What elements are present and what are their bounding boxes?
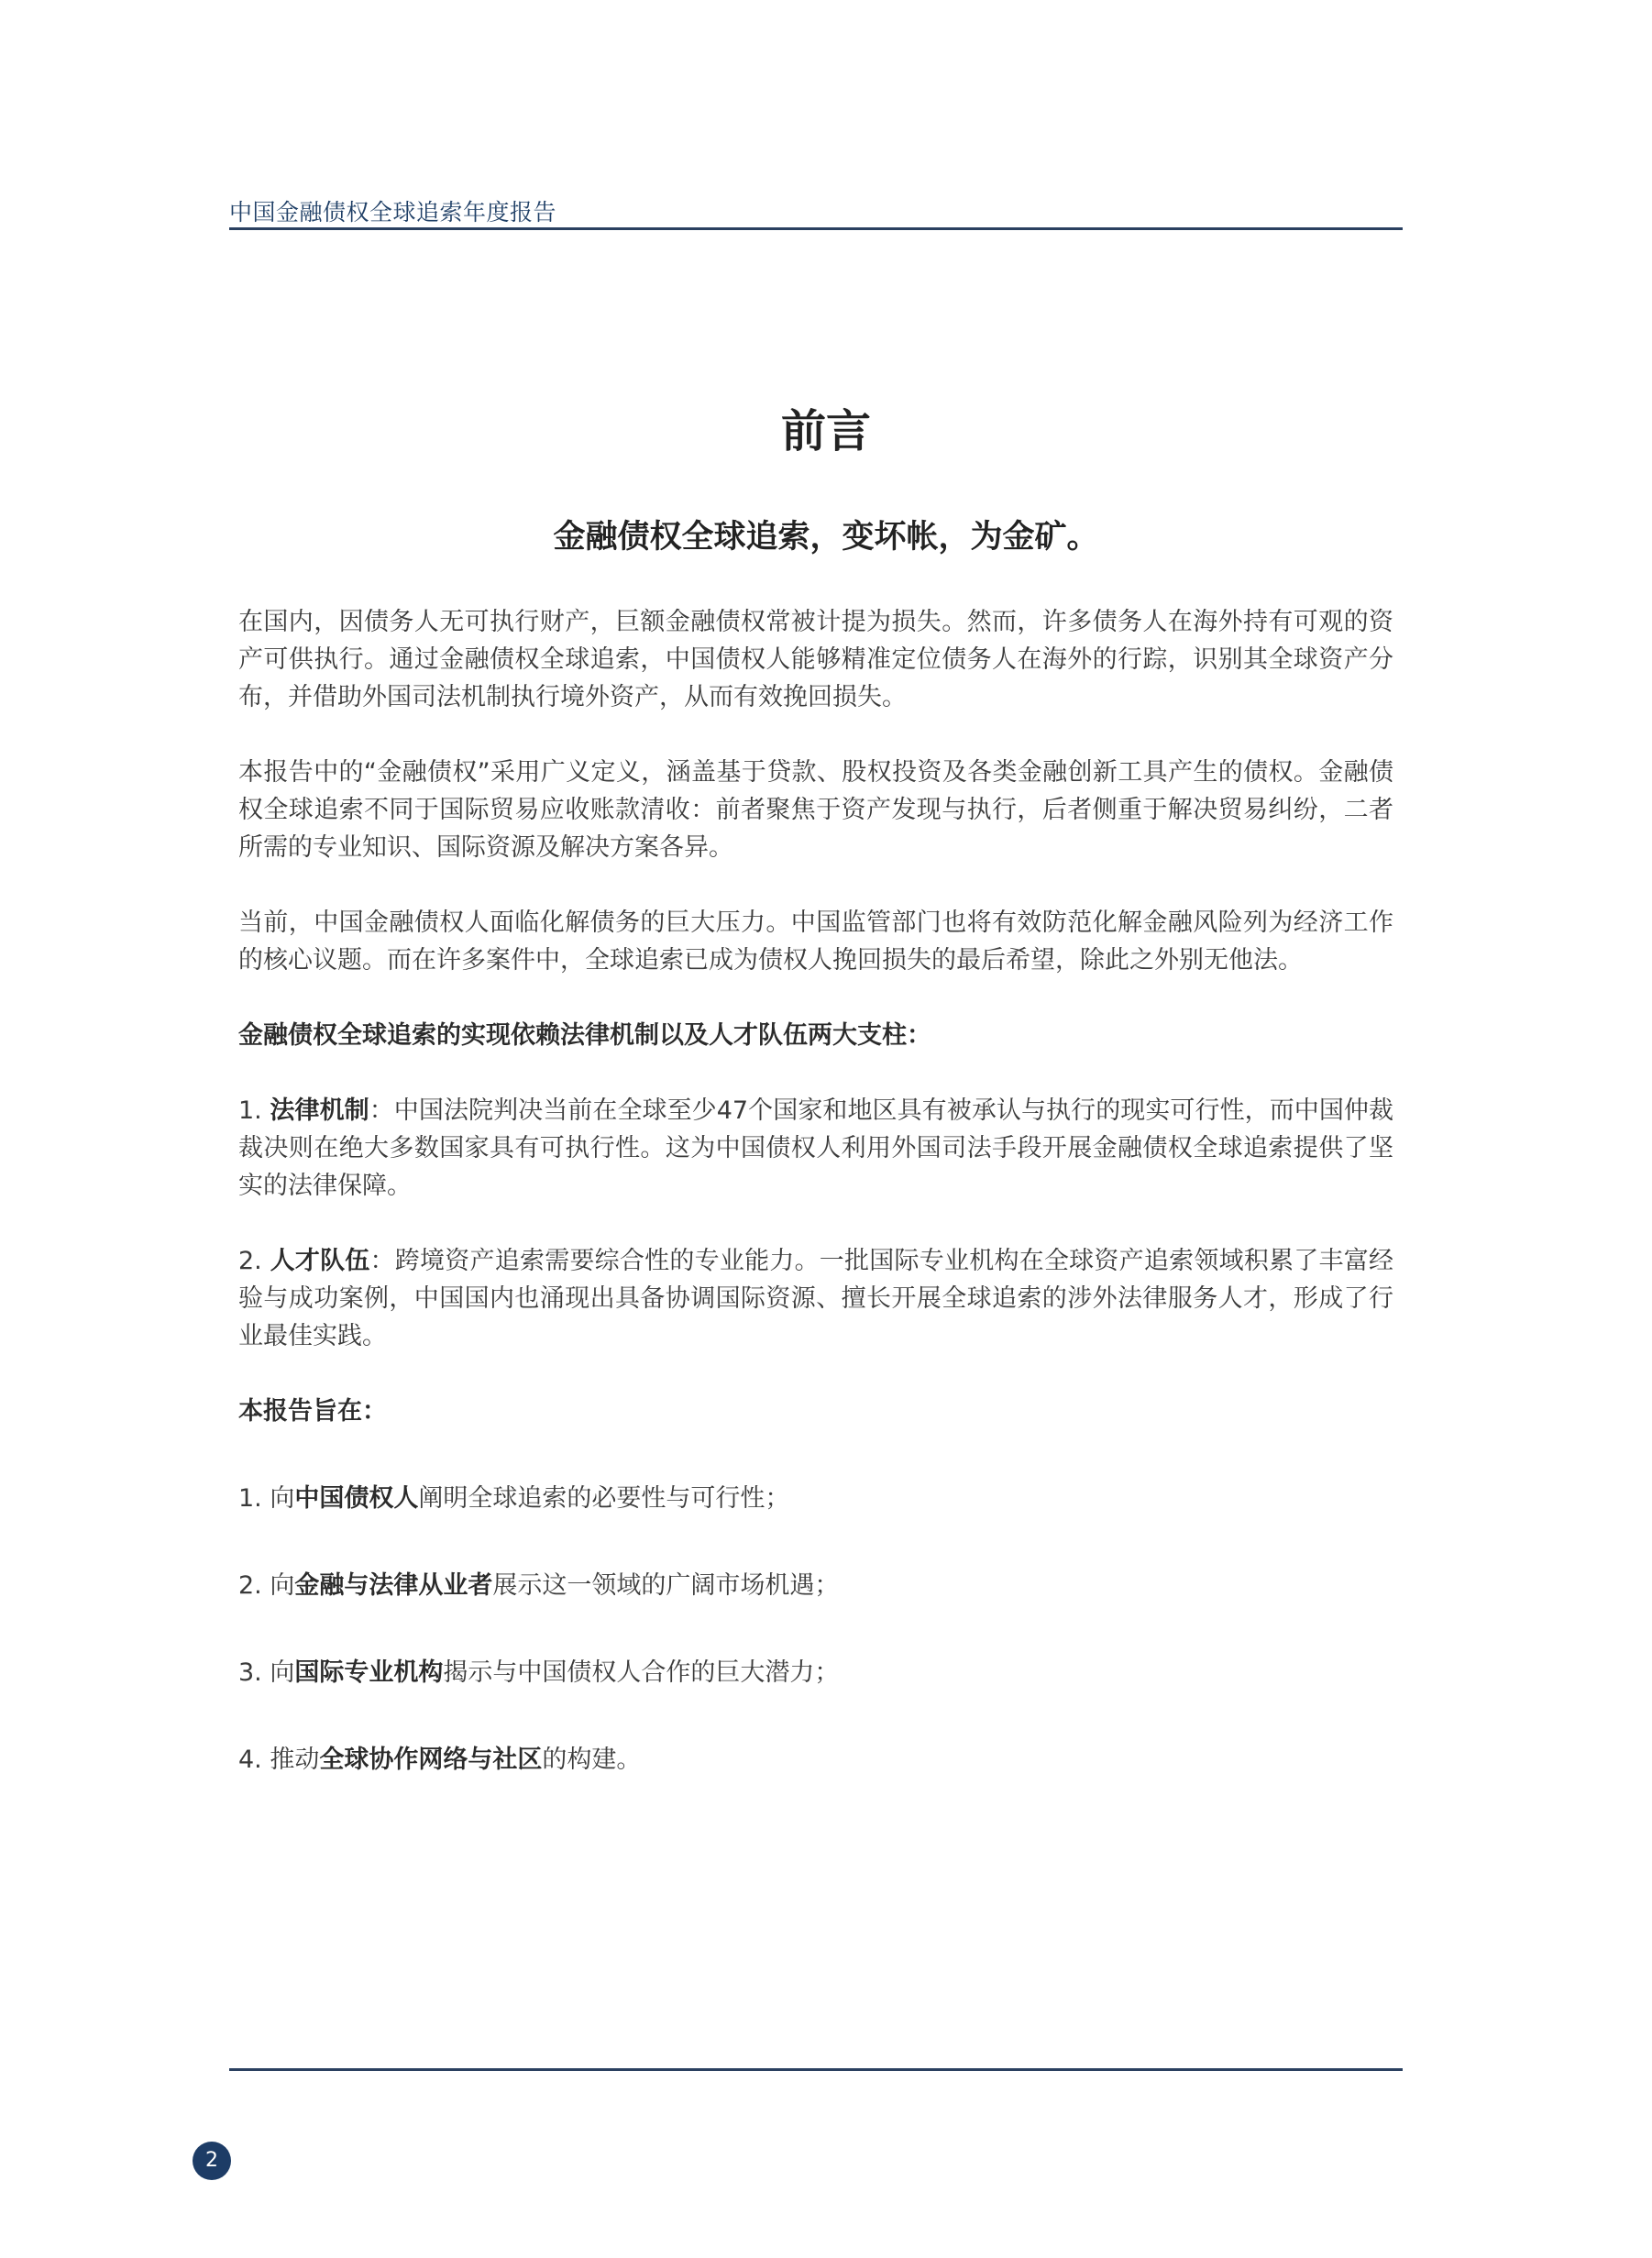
pillar-text: ：跨境资产追索需要综合性的专业能力。一批国际专业机构在全球资产追索领域积累了丰富经验与成功案例，中国国内也涌现出具备协调国际资源、擅长开展全球追索的涉外法律服务人才，形成了行业最佳实践。 — [238, 1247, 1394, 1350]
body-text — [238, 603, 1393, 1828]
aim-suffix: 揭示与中国债权人合作的巨大潜力； — [443, 1658, 840, 1687]
intro-paragraph-2: 本报告中的“金融债权”采用广义定义，涵盖基于贷款、股权投资及各类金融创新工具产生的债权。金融债权全球追索不同于国际贸易应收账款清收：前者聚焦于资产发现与执行，后者侧重于解决贸易纠纷，二者所需的专业知识、国际资源及解决方案各异。 — [238, 758, 1393, 862]
aim-emphasis: 金融与法律从业者 — [294, 1571, 493, 1600]
intro-paragraph-1: 在国内，因债务人无可执行财产，巨额金融债权常被计提为损失。然而，许多债务人在海外持有可观的资产可供执行。通过金融债权全球追索，中国债权人能够精准定位债务人在海外的行踪，识别其全球资产分布，并借助外国司法机制执行境外资产，从而有效挽回损失。 — [238, 608, 1393, 711]
aim-suffix: 展示这一领域的广阔市场机遇； — [492, 1571, 840, 1600]
pillar-item — [238, 1242, 1393, 1355]
footer-rule — [229, 2068, 1403, 2071]
report-header-title: 中国金融债权全球追索年度报告 — [229, 199, 557, 226]
aim-emphasis: 中国债权人 — [294, 1484, 419, 1513]
aim-item — [238, 1480, 1393, 1517]
aim-emphasis: 全球协作网络与社区 — [319, 1746, 543, 1774]
page-number-badge: 2 — [193, 2142, 231, 2180]
intro-paragraph-3: 当前，中国金融债权人面临化解债务的巨大压力。中国监管部门也将有效防范化解金融风险列为经济工作的核心议题。而在许多案件中，全球追索已成为债权人挽回损失的最后希望，除此之外别无他法。 — [238, 909, 1393, 975]
pillar-item — [238, 1092, 1393, 1205]
aim-suffix: 阐明全球追索的必要性与可行性； — [418, 1484, 790, 1513]
aim-emphasis: 国际专业机构 — [294, 1658, 444, 1687]
aim-prefix: 3. 向 — [238, 1658, 295, 1687]
pillar-number: 2. — [238, 1247, 270, 1275]
pillar-title: 人才队伍 — [270, 1247, 370, 1275]
pillars-heading: 金融债权全球追索的实现依赖法律机制以及人才队伍两大支柱： — [238, 1021, 931, 1050]
aim-item — [238, 1654, 1393, 1691]
aim-prefix: 2. 向 — [238, 1571, 295, 1600]
pillar-number: 1. — [238, 1096, 270, 1125]
pillar-text: ：中国法院判决当前在全球至少47个国家和地区具有被承认与执行的现实可行性，而中国仲裁裁决则在绝大多数国家具有可执行性。这为中国债权人利用外国司法手段开展金融债权全球追索提供了坚实的法律保障。 — [238, 1096, 1394, 1200]
page-subtitle: 金融债权全球追索，变坏帐，为金矿。 — [553, 519, 1099, 556]
pillar-title: 法律机制 — [270, 1096, 369, 1125]
aim-item — [238, 1567, 1393, 1604]
aim-prefix: 4. 推动 — [238, 1746, 320, 1774]
aim-item — [238, 1741, 1393, 1779]
aims-heading: 本报告旨在： — [238, 1397, 387, 1426]
header-rule — [229, 227, 1403, 230]
aim-prefix: 1. 向 — [238, 1484, 295, 1513]
aim-suffix: 的构建。 — [542, 1746, 642, 1774]
page-title: 前言 — [780, 405, 871, 457]
